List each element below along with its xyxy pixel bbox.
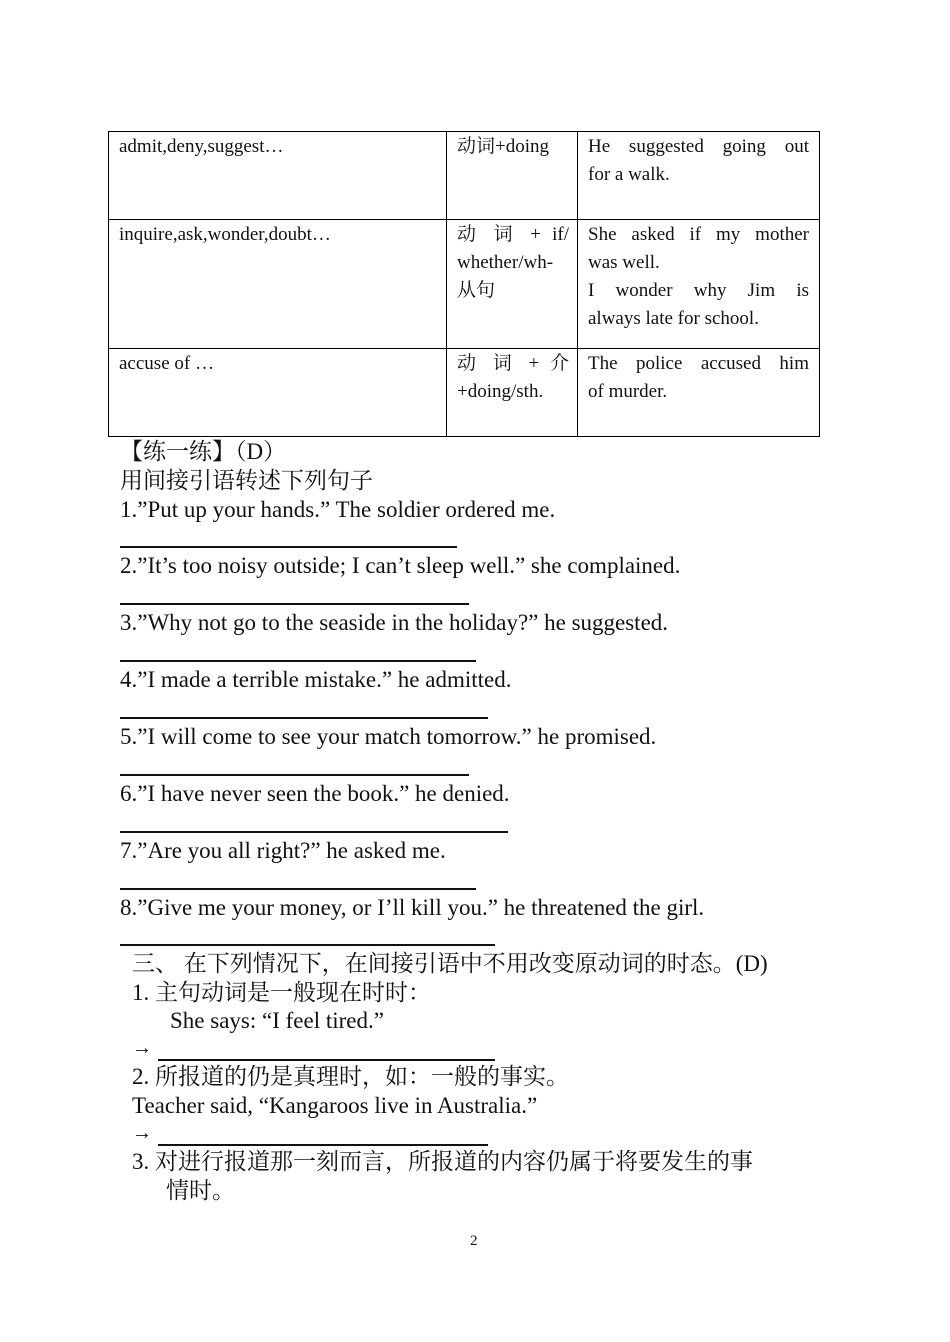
practice-instruction: 用间接引语转述下列句子: [120, 468, 373, 493]
page-number: 2: [470, 1233, 478, 1249]
example-line: She asked if my mother: [588, 224, 809, 245]
answer-blank-3[interactable]: [120, 660, 476, 662]
table-cell-pattern: [457, 350, 569, 406]
answer-blank-5[interactable]: [120, 774, 469, 776]
table-col-divider: [577, 131, 578, 437]
answer-blank-6[interactable]: [120, 831, 508, 833]
table-row-divider: [108, 348, 820, 349]
table-border-right: [819, 131, 820, 437]
answer-blank-4[interactable]: [120, 717, 488, 719]
table-cell-example: [588, 133, 809, 189]
table-cell-example: [588, 350, 809, 406]
table-border-top: [108, 131, 820, 132]
answer-blank-2[interactable]: [120, 603, 469, 605]
pattern-line: whether/wh-: [457, 252, 554, 273]
example-line: The police accused him: [588, 353, 809, 374]
practice-item-8: 8.”Give me your money, or I’ll kill you.” he threatened the girl.: [120, 895, 705, 920]
section-3-point-3-continued: 情时。: [166, 1178, 235, 1203]
section-3-point-1: 1. 主句动词是一般现在时时：: [132, 980, 431, 1005]
example-line: was well.: [588, 252, 660, 273]
answer-blank-point-2[interactable]: [158, 1144, 488, 1146]
answer-blank-1[interactable]: [120, 546, 457, 548]
section-3-point-2: 2. 所报道的仍是真理时，如：一般的事实。: [132, 1064, 569, 1089]
arrow-icon: →: [132, 1122, 152, 1144]
example-line: for a walk.: [588, 164, 670, 185]
pattern-line: 动 词 + 介: [457, 353, 569, 374]
table-col-divider: [446, 131, 447, 437]
table-cell-pattern: [457, 221, 569, 305]
answer-blank-point-1[interactable]: [158, 1059, 495, 1061]
section-3-point-1-example: She says: “I feel tired.”: [170, 1008, 384, 1033]
section-3-heading: 三、 在下列情况下，在间接引语中不用改变原动词的时态。(D): [132, 951, 768, 976]
practice-item-2: 2.”It’s too noisy outside; I can’t sleep well.” she complained.: [120, 553, 681, 578]
table-cell-example: [588, 221, 809, 333]
example-line: He suggested going out: [588, 136, 809, 157]
table-cell-verbs: inquire,ask,wonder,doubt…: [119, 224, 331, 245]
pattern-line: 动 词 + if/: [457, 224, 569, 245]
practice-heading: 【练一练】（D）: [120, 439, 287, 464]
grammar-table: [108, 131, 820, 437]
table-cell-verbs: admit,deny,suggest…: [119, 136, 284, 157]
practice-item-1: 1.”Put up your hands.” The soldier ordered me.: [120, 497, 556, 522]
table-cell-verbs: accuse of …: [119, 353, 214, 374]
practice-item-5: 5.”I will come to see your match tomorrow.” he promised.: [120, 724, 657, 749]
answer-blank-8[interactable]: [120, 944, 495, 946]
example-line: I wonder why Jim is: [588, 280, 809, 301]
example-line: always late for school.: [588, 308, 759, 329]
table-row-divider: [108, 219, 820, 220]
practice-item-7: 7.”Are you all right?” he asked me.: [120, 838, 446, 863]
arrow-icon: →: [132, 1037, 152, 1059]
table-border-left: [108, 131, 109, 437]
pattern-line: 动词+doing: [457, 136, 549, 157]
section-3-point-3: 3. 对进行报道那一刻而言，所报道的内容仍属于将要发生的事: [132, 1149, 753, 1174]
example-line: of murder.: [588, 381, 668, 402]
section-3-point-2-example: Teacher said, “Kangaroos live in Australia.”: [132, 1093, 538, 1118]
practice-item-4: 4.”I made a terrible mistake.” he admitted.: [120, 667, 512, 692]
table-cell-pattern: [457, 133, 569, 161]
answer-blank-7[interactable]: [120, 888, 476, 890]
pattern-line: 从句: [457, 280, 496, 301]
practice-item-6: 6.”I have never seen the book.” he denied.: [120, 781, 510, 806]
pattern-line: +doing/sth.: [457, 381, 544, 402]
practice-item-3: 3.”Why not go to the seaside in the holiday?” he suggested.: [120, 610, 669, 635]
